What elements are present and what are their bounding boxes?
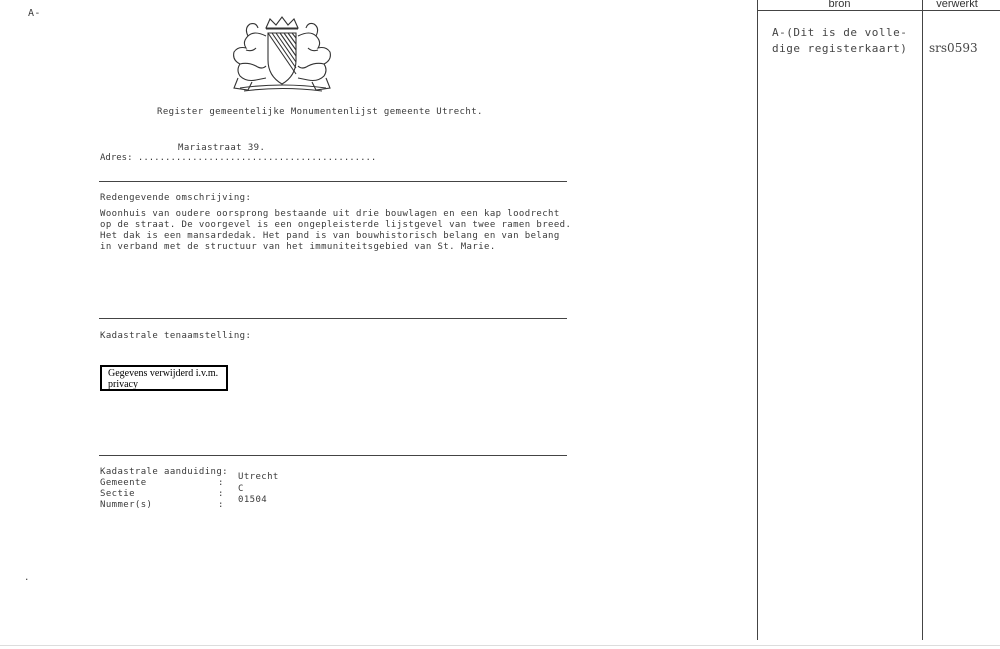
cadastral-colon: : xyxy=(218,500,224,510)
cadastral-value: 01504 xyxy=(238,495,268,505)
verwerkt-header: verwerkt xyxy=(936,0,978,10)
cadastral-label: Sectie xyxy=(100,489,135,499)
verwerkt-text: srs0593 xyxy=(929,41,978,55)
address-value: Mariastraat 39. xyxy=(178,143,266,153)
header-rule xyxy=(757,10,1000,11)
description-line: op de straat. De voorgevel is een ongepleisterde lijstgevel van twee ramen breed. xyxy=(100,220,572,230)
description-line: Het dak is een mansardedak. Het pand is van bouwhistorisch belang en van belang xyxy=(100,231,560,241)
bron-column-border xyxy=(757,0,758,640)
cadastral-heading: Kadastrale aanduiding: xyxy=(100,467,229,477)
cadastral-colon: : xyxy=(218,478,224,488)
verwerkt-column-border xyxy=(922,0,923,640)
cadastral-value: Utrecht xyxy=(238,472,279,482)
divider-3 xyxy=(99,455,567,456)
cadastral-colon: : xyxy=(218,489,224,499)
coat-of-arms-emblem xyxy=(226,16,346,96)
stray-mark: . xyxy=(24,573,30,583)
bron-text: A-(Dit is de volle- dige registerkaart) xyxy=(772,26,908,55)
description-heading: Redengevende omschrijving: xyxy=(100,193,252,203)
cadastral-label: Nummer(s) xyxy=(100,500,153,510)
description-line: in verband met de structuur van het immuniteitsgebied van St. Marie. xyxy=(100,242,496,252)
divider-2 xyxy=(99,318,567,319)
address-label: Adres: ............................................ xyxy=(100,153,377,163)
register-title: Register gemeentelijke Monumentenlijst gemeente Utrecht. xyxy=(157,107,483,117)
cadastral-label: Gemeente xyxy=(100,478,147,488)
bron-header: bron xyxy=(828,0,851,10)
page-bottom-edge xyxy=(0,645,1000,646)
privacy-notice-text: Gegevens verwijderd i.v.m. privacy xyxy=(108,368,219,390)
divider-1 xyxy=(99,181,567,182)
page-marker: A- xyxy=(28,8,41,19)
cadastral-value: C xyxy=(238,484,244,494)
description-line: Woonhuis van oudere oorsprong bestaande uit drie bouwlagen en een kap loodrecht xyxy=(100,209,560,219)
privacy-notice-box xyxy=(100,365,228,391)
cadastral-owner-heading: Kadastrale tenaamstelling: xyxy=(100,331,252,341)
